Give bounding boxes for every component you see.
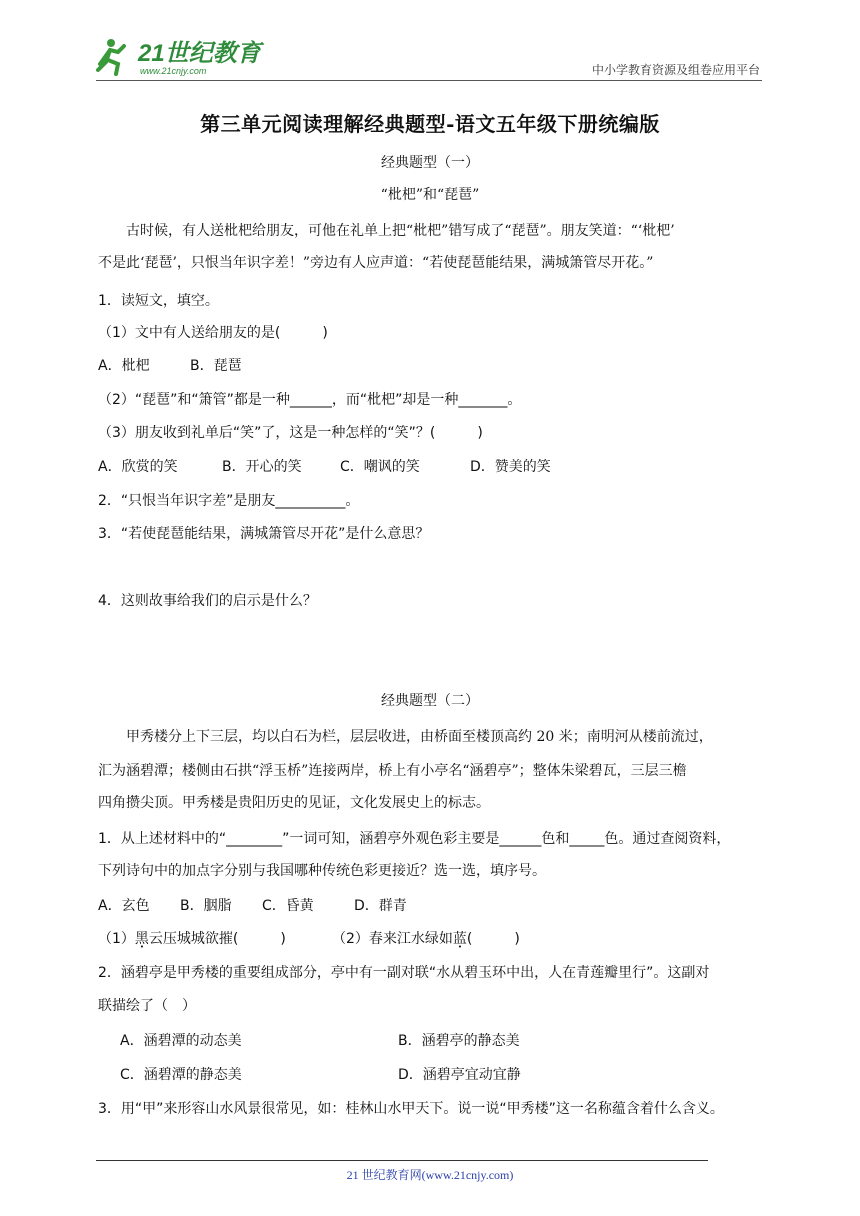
question-2: 2．“只恨当年识字差”是朋友__________。 [98,493,360,509]
question-1-3-option-b: B．开心的笑 [222,459,302,475]
passage-line-2: 汇为涵碧潭；楼侧由石拱“浮玉桥”连接两岸，桥上有小亭名“涵碧亭”；整体朱梁碧瓦，三层三檐 [98,763,687,779]
logo-21cnjy [96,34,266,78]
s2-question-2-line-2: 联描绘了（ ） [98,998,196,1014]
passage-line-3: 四角攒尖顶。甲秀楼是贵阳历史的见证，文化发展史上的标志。 [98,795,490,811]
question-1-2: （2）“琵琶”和“箫管”都是一种______，而“枇杷”却是一种_______。 [98,392,522,408]
s2-question-1-sub-2 [332,928,520,948]
dotted-character-black: 黑 [134,931,149,947]
s2-question-1-option-b: B．胭脂 [180,898,232,914]
page-title: 第三单元阅读理解经典题型-语文五年级下册统编版 [200,112,660,136]
section1-heading: 经典题型（一） [381,155,479,171]
question-1-1-option-b: B．琵琶 [190,358,242,374]
question-1-3-option-d: D．赞美的笑 [470,459,551,475]
s2-question-2-option-b: B．涵碧亭的静态美 [398,1033,520,1049]
s2-question-3: 3．用“甲”来形容山水风景很常见，如：桂林山水甲天下。说一说“甲秀楼”这一名称蕴含着什么含义。 [98,1101,724,1117]
sub-2-rest: ( ) [466,931,520,947]
story-line-2: 不是此‘琵琶’，只恨当年识字差！”旁边有人应声道：“若使琵琶能结果，满城箫管尽开花。” [98,255,654,271]
s2-question-1-line-2: 下列诗句中的加点字分别与我国哪种传统色彩更接近？选一选，填序号。 [98,863,546,879]
s2-question-2-option-a: A．涵碧潭的动态美 [120,1033,242,1049]
platform-name: 中小学教育资源及组卷应用平台 [591,63,760,77]
s2-question-1-sub-1 [98,928,286,948]
story-title: “枇杷”和“琵琶” [380,187,480,203]
dotted-character-blue: 蓝 [452,931,467,947]
section2-heading: 经典题型（二） [381,693,479,709]
question-1-1-option-a: A．枇杷 [98,358,150,374]
header-divider [96,80,762,81]
s2-question-2-option-c: C．涵碧潭的静态美 [120,1067,242,1083]
sub-1-rest: 云压城城欲摧( ) [148,931,286,947]
s2-question-2-line-1: 2．涵碧亭是甲秀楼的重要组成部分，亭中有一副对联“水从碧玉环中出，人在青莲瓣里行”。这副对 [98,965,710,981]
question-1-1: （1）文中有人送给朋友的是( ) [98,325,328,341]
footer-divider [96,1160,708,1161]
logo-text: 21世纪教育 [138,40,261,67]
story-line-1: 古时候，有人送枇杷给朋友，可他在礼单上把“枇杷”错写成了“琵琶”。朋友笑道：“‘枇杷’ [126,223,675,239]
s2-question-1-option-a: A．玄色 [98,898,150,914]
passage-line-1: 甲秀楼分上下三层，均以白石为栏，层层收进，由桥面至楼顶高约 20 米；南明河从楼前流过， [126,729,713,745]
s2-question-1-option-d: D．群青 [354,898,407,914]
sub-1-prefix: （1） [98,931,135,947]
question-4: 4．这则故事给我们的启示是什么？ [98,593,317,609]
question-3: 3．“若使琵琶能结果，满城箫管尽开花”是什么意思？ [98,526,430,542]
question-1: 1．读短文，填空。 [98,293,219,309]
s2-question-1-line-1: 1．从上述材料中的“________”一词可知，涵碧亭外观色彩主要是______色和_____色。通过查阅资料， [98,831,731,847]
s2-question-2-option-d: D．涵碧亭宜动宜静 [398,1067,521,1083]
page-footer: 21 世纪教育网(www.21cnjy.com) [346,1168,514,1182]
logo-url: www.21cnjy.com [140,66,207,76]
question-1-3: （3）朋友收到礼单后“笑”了，这是一种怎样的“笑”？( ) [98,425,483,441]
question-1-3-option-a: A．欣赏的笑 [98,459,178,475]
sub-2-prefix: （2）春来江水绿如 [332,931,453,947]
s2-question-1-option-c: C．昏黄 [262,898,314,914]
page-header [96,34,762,80]
question-1-3-option-c: C．嘲讽的笑 [340,459,420,475]
